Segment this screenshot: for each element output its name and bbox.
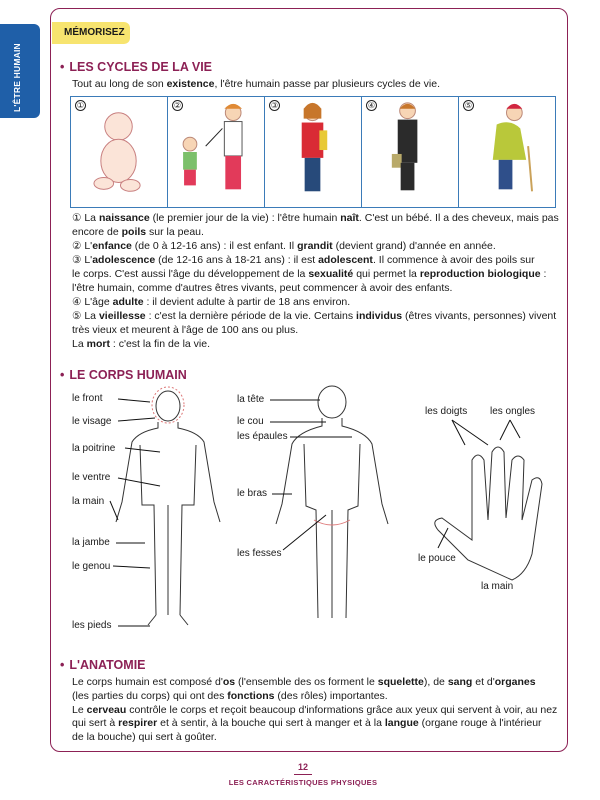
cycles-paragraph-4: ④ L'âge adulte : il devient adulte à partir de 18 ans environ. xyxy=(72,296,351,308)
stage-number: ④ xyxy=(367,101,376,110)
side-tab-label: L'ÊTRE HUMAIN xyxy=(12,43,22,112)
stage-cell xyxy=(362,97,459,207)
label-ventre: le ventre xyxy=(72,472,111,483)
label-bras: le bras xyxy=(237,488,268,499)
side-tab xyxy=(0,24,40,118)
label-jambe: la jambe xyxy=(72,537,110,548)
section-title-corps: • LE CORPS HUMAIN xyxy=(60,368,187,382)
child-illustration xyxy=(168,97,264,207)
stage-number: ⑤ xyxy=(464,101,473,110)
label-genou: le genou xyxy=(72,561,111,572)
cycles-paragraph-3: ③ L'adolescence (de 12-16 ans à 18-21 ans) : il est adolescent. Il commence à avoir des poils sur le corps. C'est aussi l'âge du développement de la sexualité qui permet la reproduction biologique : l'être humain, comme d'autres êtres vivants, peut commencer à avoir des enfants. xyxy=(72,254,547,294)
cycles-intro: Tout au long de son existence, l'être humain passe par plusieurs cycles de vie. xyxy=(72,78,440,90)
stage-cell xyxy=(265,97,362,207)
label-doigts: les doigts xyxy=(425,406,468,417)
label-pieds: les pieds xyxy=(72,620,112,631)
footer-chapter-title: LES CARACTÉRISTIQUES PHYSIQUES xyxy=(228,778,378,787)
adult-illustration xyxy=(362,97,458,207)
label-pouce: le pouce xyxy=(418,553,456,564)
label-poitrine: la poitrine xyxy=(72,443,116,454)
teen-illustration xyxy=(265,97,361,207)
life-stages-strip xyxy=(70,96,556,208)
label-epaules: les épaules xyxy=(237,431,288,442)
elderly-illustration xyxy=(459,97,555,207)
section-title-anatomie: • L'ANATOMIE xyxy=(60,658,146,672)
stage-cell xyxy=(459,97,555,207)
cycles-paragraph-5: ⑤ La vieillesse : c'est la dernière période de la vie. Certains individus (êtres vivants, personnes) vivent très vieux et meurent à l'âge de 100 ans ou plus. xyxy=(72,310,557,336)
label-front: le front xyxy=(72,393,103,404)
stage-number: ③ xyxy=(270,101,279,110)
footer-divider xyxy=(294,774,312,775)
stage-cell xyxy=(71,97,168,207)
label-cou: le cou xyxy=(237,416,264,427)
stage-number: ② xyxy=(173,101,182,110)
cycles-paragraph-1: ① La naissance (le premier jour de la vie) : l'être humain naît. C'est un bébé. Il a des cheveux, mais pas encore de poils sur la peau. xyxy=(72,212,559,238)
label-main-left: la main xyxy=(72,496,105,507)
label-visage: le visage xyxy=(72,416,112,427)
section-title-cycles: • LES CYCLES DE LA VIE xyxy=(60,60,213,74)
memo-tab: MÉMORISEZ xyxy=(52,22,130,44)
label-main-right: la main xyxy=(481,581,514,592)
cycles-paragraph-2: ② L'enfance (de 0 à 12-16 ans) : il est enfant. Il grandit (devient grand) d'année en année. xyxy=(72,240,496,252)
stage-cell xyxy=(168,97,265,207)
anatomie-paragraph: Le corps humain est composé d'os (l'ensemble des os forment le squelette), de sang et d'organes (les parties du corps) qui ont des fonctions (des rôles) importantes. Le cerveau contrôle le corps et reçoit beaucoup d'informations grâce aux yeux qui servent à voir, au nez qui sert à respirer et à sentir, à la bouche qui sert à manger et à la langue (organe rouge à l'intérieur de la bouche) qui sert à goûter. xyxy=(72,676,558,744)
stage-number: ① xyxy=(76,101,85,110)
cycles-paragraph-6: La mort : c'est la fin de la vie. xyxy=(72,338,211,350)
label-tete: la tête xyxy=(237,394,265,405)
label-fesses: les fesses xyxy=(237,548,282,559)
label-ongles: les ongles xyxy=(490,406,536,417)
page-number: 12 xyxy=(297,762,308,772)
baby-illustration xyxy=(71,97,167,207)
